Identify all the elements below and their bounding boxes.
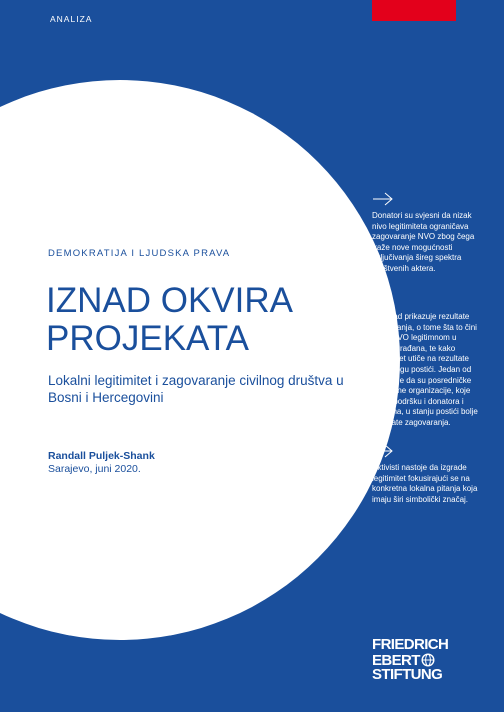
author-name: Randall Puljek-Shank <box>48 450 155 462</box>
globe-icon <box>421 653 435 667</box>
summary-note-text: Aktivisti nastoje da izgrade legitimitet fokusirajući se na konkretna lokalna pitanja koja imaju širi simbolički značaj. <box>372 463 478 504</box>
fes-logo <box>372 638 462 683</box>
logo-line-3: STIFTUNG <box>372 666 443 683</box>
logo-line-1: FRIEDRICH <box>372 636 449 653</box>
white-circle <box>0 80 400 640</box>
logo-line-2: EBERT <box>372 651 420 669</box>
place-date: Sarajevo, juni 2020. <box>48 463 141 475</box>
summary-note-2 <box>372 293 480 429</box>
category-label: DEMOKRATIJA I LJUDSKA PRAVA <box>48 248 231 259</box>
red-accent-tab <box>372 0 456 21</box>
arrow-right-icon <box>372 444 394 458</box>
summary-note-text: Donatori su svjesni da nizak nivo legitimiteta ograničava zagovaranje NVO zbog čega traže nove mogućnosti uključivanja šireg spektra društvenih aktera. <box>372 211 475 273</box>
title-line-1: IZNAD OKVIRA <box>46 281 293 320</box>
arrow-right-icon <box>372 293 394 307</box>
summary-note-3 <box>372 444 480 505</box>
document-subtitle: Lokalni legitimitet i zagovaranje civilnog društva u Bosni i Hercegovini <box>48 373 344 405</box>
summary-note-text: Ovaj rad prikazuje rezultate istraživanja, o tome šta to čini neku NVO legitimnom u očima građana, te kako legitimitet utiče na rezultate koje mogu postići. Jedan od nalaza je da su posredničke nevladine organizacije, koje imaju podršku i donatora i građana, u stanju postići bolje razultate zagovaranja. <box>372 312 478 427</box>
summary-note-1 <box>372 192 480 275</box>
document-type-label: ANALIZA <box>50 14 93 24</box>
title-line-2: PROJEKATA <box>46 319 249 358</box>
arrow-right-icon <box>372 192 394 206</box>
document-title <box>46 282 346 358</box>
